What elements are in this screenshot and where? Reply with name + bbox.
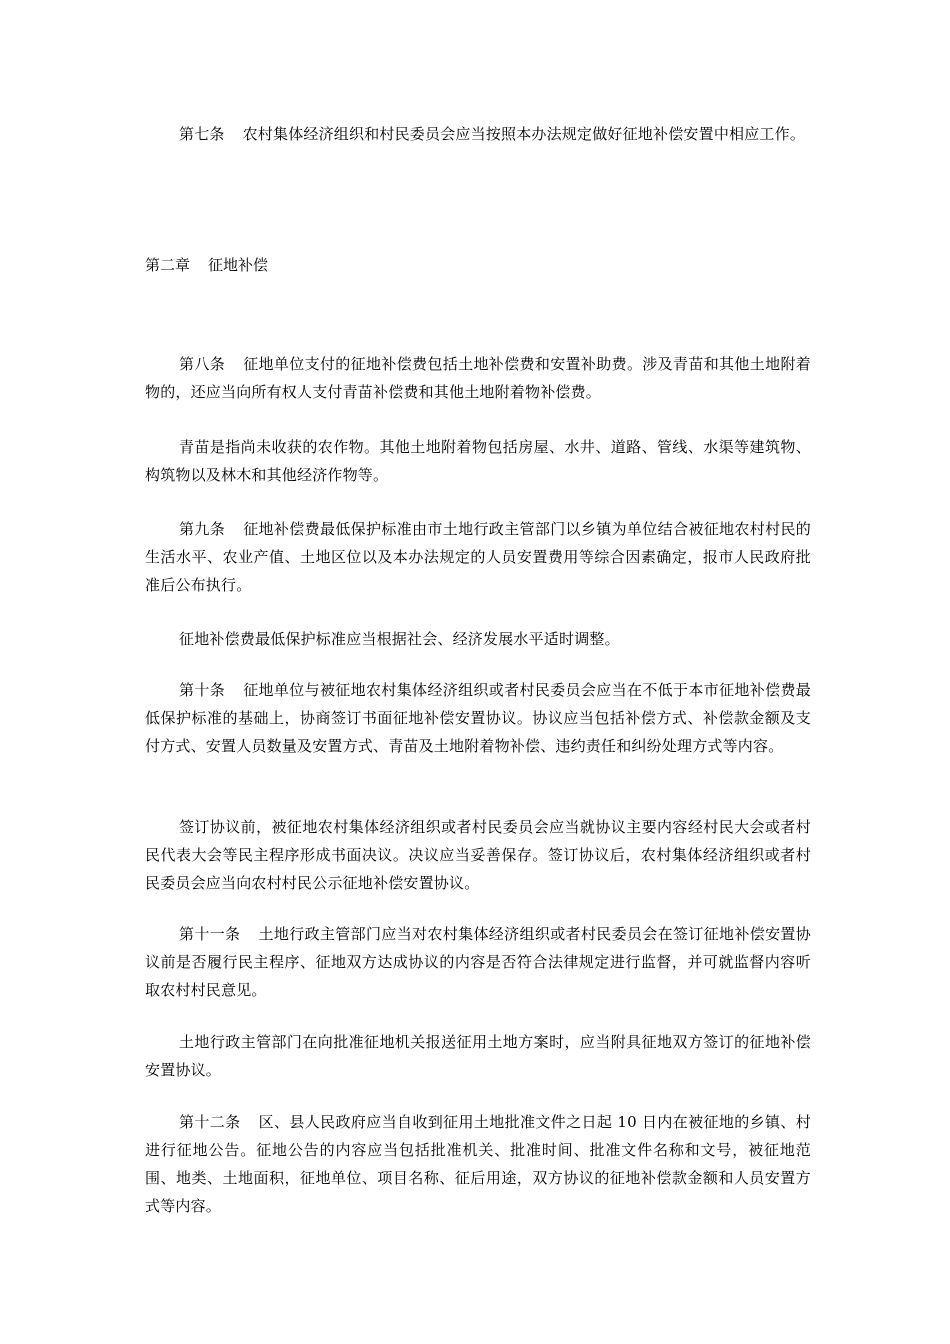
article-11-text: 土地行政主管部门应当对农村集体经济组织或者村民委员会在签订征地补偿安置协议前是否履行民主程序、征地双方达成协议的内容是否符合法律规定进行监督，并可就监督内容听取农村村民意见。 (145, 925, 811, 999)
article-10-label: 第十条 (179, 681, 226, 699)
article-9 (145, 515, 811, 599)
article-9-label: 第九条 (179, 520, 226, 538)
article-11-label: 第十一条 (179, 925, 241, 943)
chapter-2-title: 征地补偿 (208, 256, 269, 274)
article-10-text: 征地单位与被征地农村集体经济组织或者村民委员会应当在不低于本市征地补偿费最低保护标准的基础上，协商签订书面征地补偿安置协议。协议应当包括补偿方式、补偿款金额及支付方式、安置人员数量及安置方式、青苗及土地附着物补偿、违约责任和纠纷处理方式等内容。 (145, 681, 812, 755)
article-8-paragraph-2: 青苗是指尚未收获的农作物。其他土地附着物包括房屋、水井、道路、管线、水渠等建筑物、构筑物以及林木和其他经济作物等。 (145, 438, 811, 484)
article-9-text: 征地补偿费最低保护标准由市土地行政主管部门以乡镇为单位结合被征地农村村民的生活水平、农业产值、土地区位以及本办法规定的人员安置费用等综合因素确定，报市人民政府批准后公布执行。 (145, 520, 812, 594)
chapter-2-label: 第二章 (145, 256, 191, 274)
article-9-paragraph-2: 征地补偿费最低保护标准应当根据社会、经济发展水平适时调整。 (179, 630, 620, 648)
article-10 (145, 676, 811, 760)
article-10-paragraph-2: 签订协议前，被征地农村集体经济组织或者村民委员会应当就协议主要内容经村民大会或者村民代表大会等民主程序形成书面决议。决议应当妥善保存。签订协议后，农村集体经济组织或者村民委员会应当向农村村民公示征地补偿安置协议。 (145, 818, 811, 892)
article-7 (145, 120, 811, 148)
article-7-text: 农村集体经济组织和村民委员会应当按照本办法规定做好征地补偿安置中相应工作。 (242, 125, 806, 143)
article-11 (145, 920, 811, 1004)
article-8-text: 征地单位支付的征地补偿费包括土地补偿费和安置补助费。涉及青苗和其他土地附着物的，还应当向所有权人支付青苗补偿费和其他土地附着物补偿费。 (145, 355, 812, 401)
article-12 (145, 1108, 811, 1220)
article-12-text: 区、县人民政府应当自收到征用土地批准文件之日起 10 日内在被征地的乡镇、村进行征地公告。征地公告的内容应当包括批准机关、批准时间、批准文件名称和文号，被征地范围、地类、土地面积，征地单位、项目名称、征后用途，双方协议的征地补偿款金额和人员安置方式等内容。 (145, 1113, 811, 1215)
article-12-label: 第十二条 (179, 1113, 241, 1131)
chapter-2-heading (145, 251, 268, 279)
article-11-paragraph-2: 土地行政主管部门在向批准征地机关报送征用土地方案时，应当附具征地双方签订的征地补偿安置协议。 (145, 1033, 811, 1079)
article-8 (145, 350, 811, 406)
article-8-label: 第八条 (179, 355, 226, 373)
article-7-label: 第七条 (179, 125, 225, 143)
